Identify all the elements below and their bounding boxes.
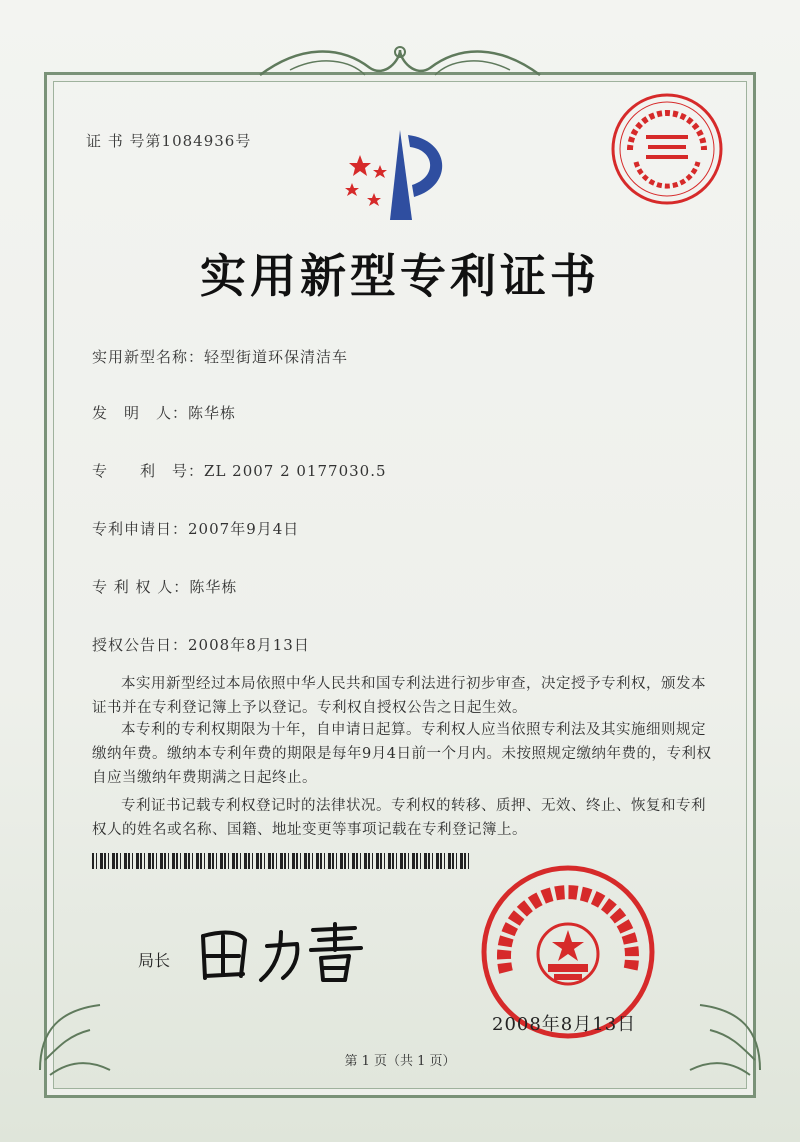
field-utility-model-name: 实用新型名称：轻型街道环保清洁车 xyxy=(92,348,349,366)
page-footer: 第 1 页（共 1 页） xyxy=(344,1054,456,1069)
field-patentee: 专 利 权 人：陈华栋 xyxy=(92,578,238,596)
paragraph-legal-status: 专利证书记载专利权登记时的法律状况。专利权的转移、质押、无效、终止、恢复和专利权人的姓名或名称、国籍、地址变更等事项记载在专利登记簿上。 xyxy=(92,798,706,838)
paragraph-grant: 本实用新型经过本局依照中华人民共和国专利法进行初步审查，决定授予专利权，颁发本证书并在专利登记簿上予以登记。专利权自授权公告之日起生效。 xyxy=(92,676,706,716)
director-label: 局长 xyxy=(138,951,171,970)
certificate-number: 证 书 号第1084936号 xyxy=(86,132,252,150)
paragraph-term: 本专利的专利权期限为十年，自申请日起算。专利权人应当依照专利法及其实施细则规定缴纳年费。缴纳本专利年费的期限是每年9月4日前一个月内。未按照规定缴纳年费的，专利权自应当缴纳年费期满之日起终止。 xyxy=(92,722,712,786)
tax-stamp-seal xyxy=(608,90,726,208)
field-patent-number: 专 利 号：ZL 2007 2 0177030.5 xyxy=(92,462,387,480)
barcode xyxy=(92,853,472,869)
page-title: 实用新型专利证书 xyxy=(200,249,600,303)
field-grant-date: 授权公告日：2008年8月13日 xyxy=(92,636,310,654)
patent-office-logo-icon xyxy=(330,125,460,225)
seal-date: 2008年8月13日 xyxy=(492,1014,637,1035)
field-inventor: 发 明 人：陈华栋 xyxy=(92,404,237,422)
field-application-date: 专利申请日：2007年9月4日 xyxy=(92,520,300,538)
top-ornament xyxy=(250,40,550,90)
director-signature xyxy=(195,918,370,988)
